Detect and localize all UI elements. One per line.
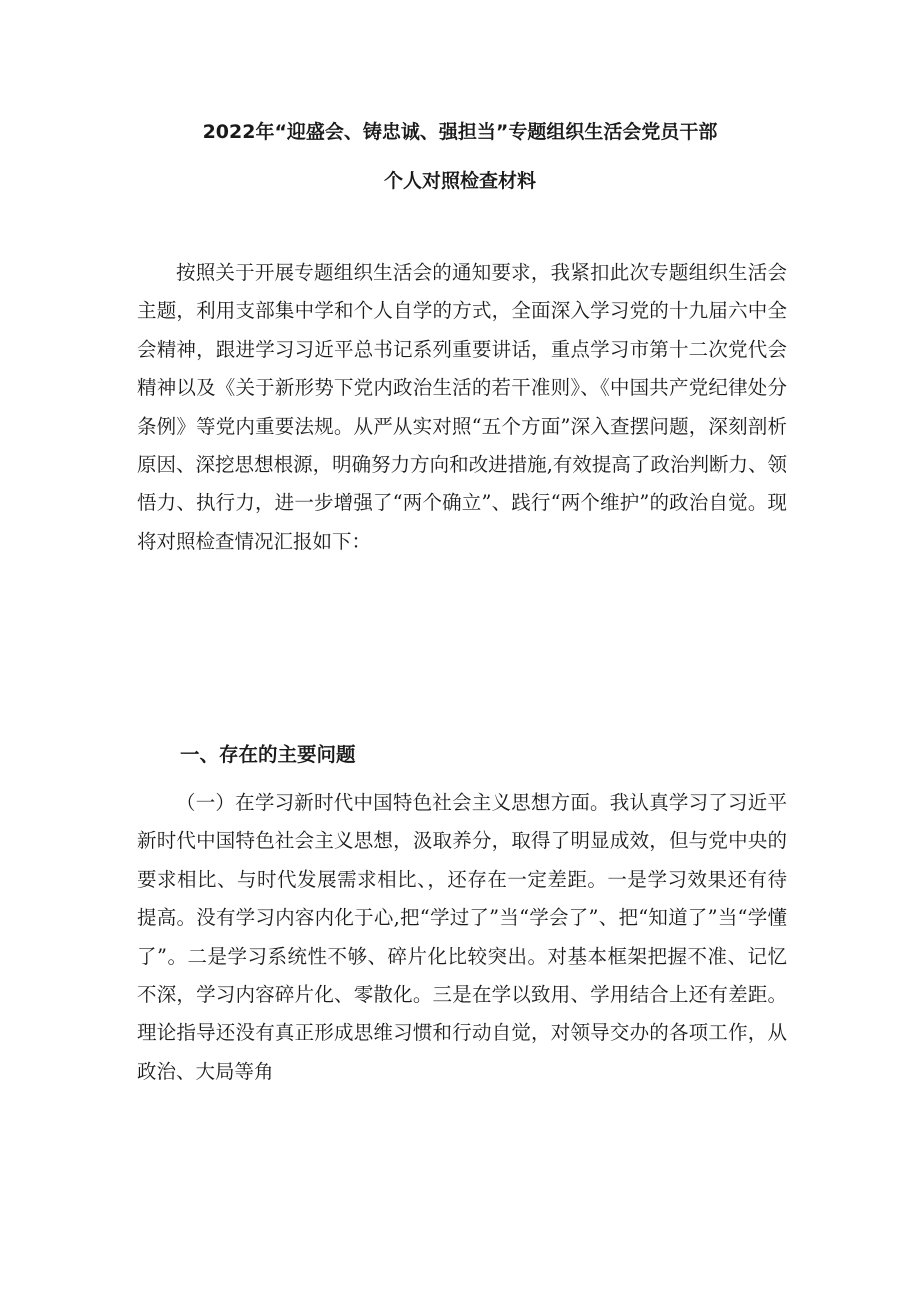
document-title-line-1: 2022年“迎盛会、铸忠诚、强担当”专题组织生活会党员干部	[202, 121, 718, 143]
intro-paragraph: 按照关于开展专题组织生活会的通知要求，我紧扣此次专题组织生活会主题，利用支部集中学和个人自学的方式，全面深入学习党的十九届六中全会精神，跟进学习习近平总书记系列重要讲话，重点学习市第十二次党代会精神以及《关于新形势下党内政治生活的若干准则》、《中国共产党纪律处分条例》等党内重要法规。从严从实对照“五个方面”深入查摆问题，深刻剖析原因、深挖思想根源，明确努力方向和改进措施,有效提高了政治判断力、领悟力、执行力，进一步增强了“两个确立”、践行“两个维护”的政治自觉。现将对照检查情况汇报如下：	[137, 261, 787, 553]
section-1-heading: 一、存在的主要问题	[180, 743, 356, 766]
document-title-line-2: 个人对照检查材料	[383, 170, 536, 192]
section-1-paragraph: （一）在学习新时代中国特色社会主义思想方面。我认真学习了习近平新时代中国特色社会主义思想，汲取养分，取得了明显成效，但与党中央的要求相比、与时代发展需求相比、，还存在一定差距。一是学习效果还有待提高。没有学习内容内化于心,把“学过了”当“学会了”、把“知道了”当“学懂了”。二是学习系统性不够、碎片化比较突出。对基本框架把握不准、记忆不深，学习内容碎片化、零散化。三是在学以致用、学用结合上还有差距。理论指导还没有真正形成思维习惯和行动自觉，对领导交办的各项工作，从政治、大局等角	[137, 791, 787, 1083]
